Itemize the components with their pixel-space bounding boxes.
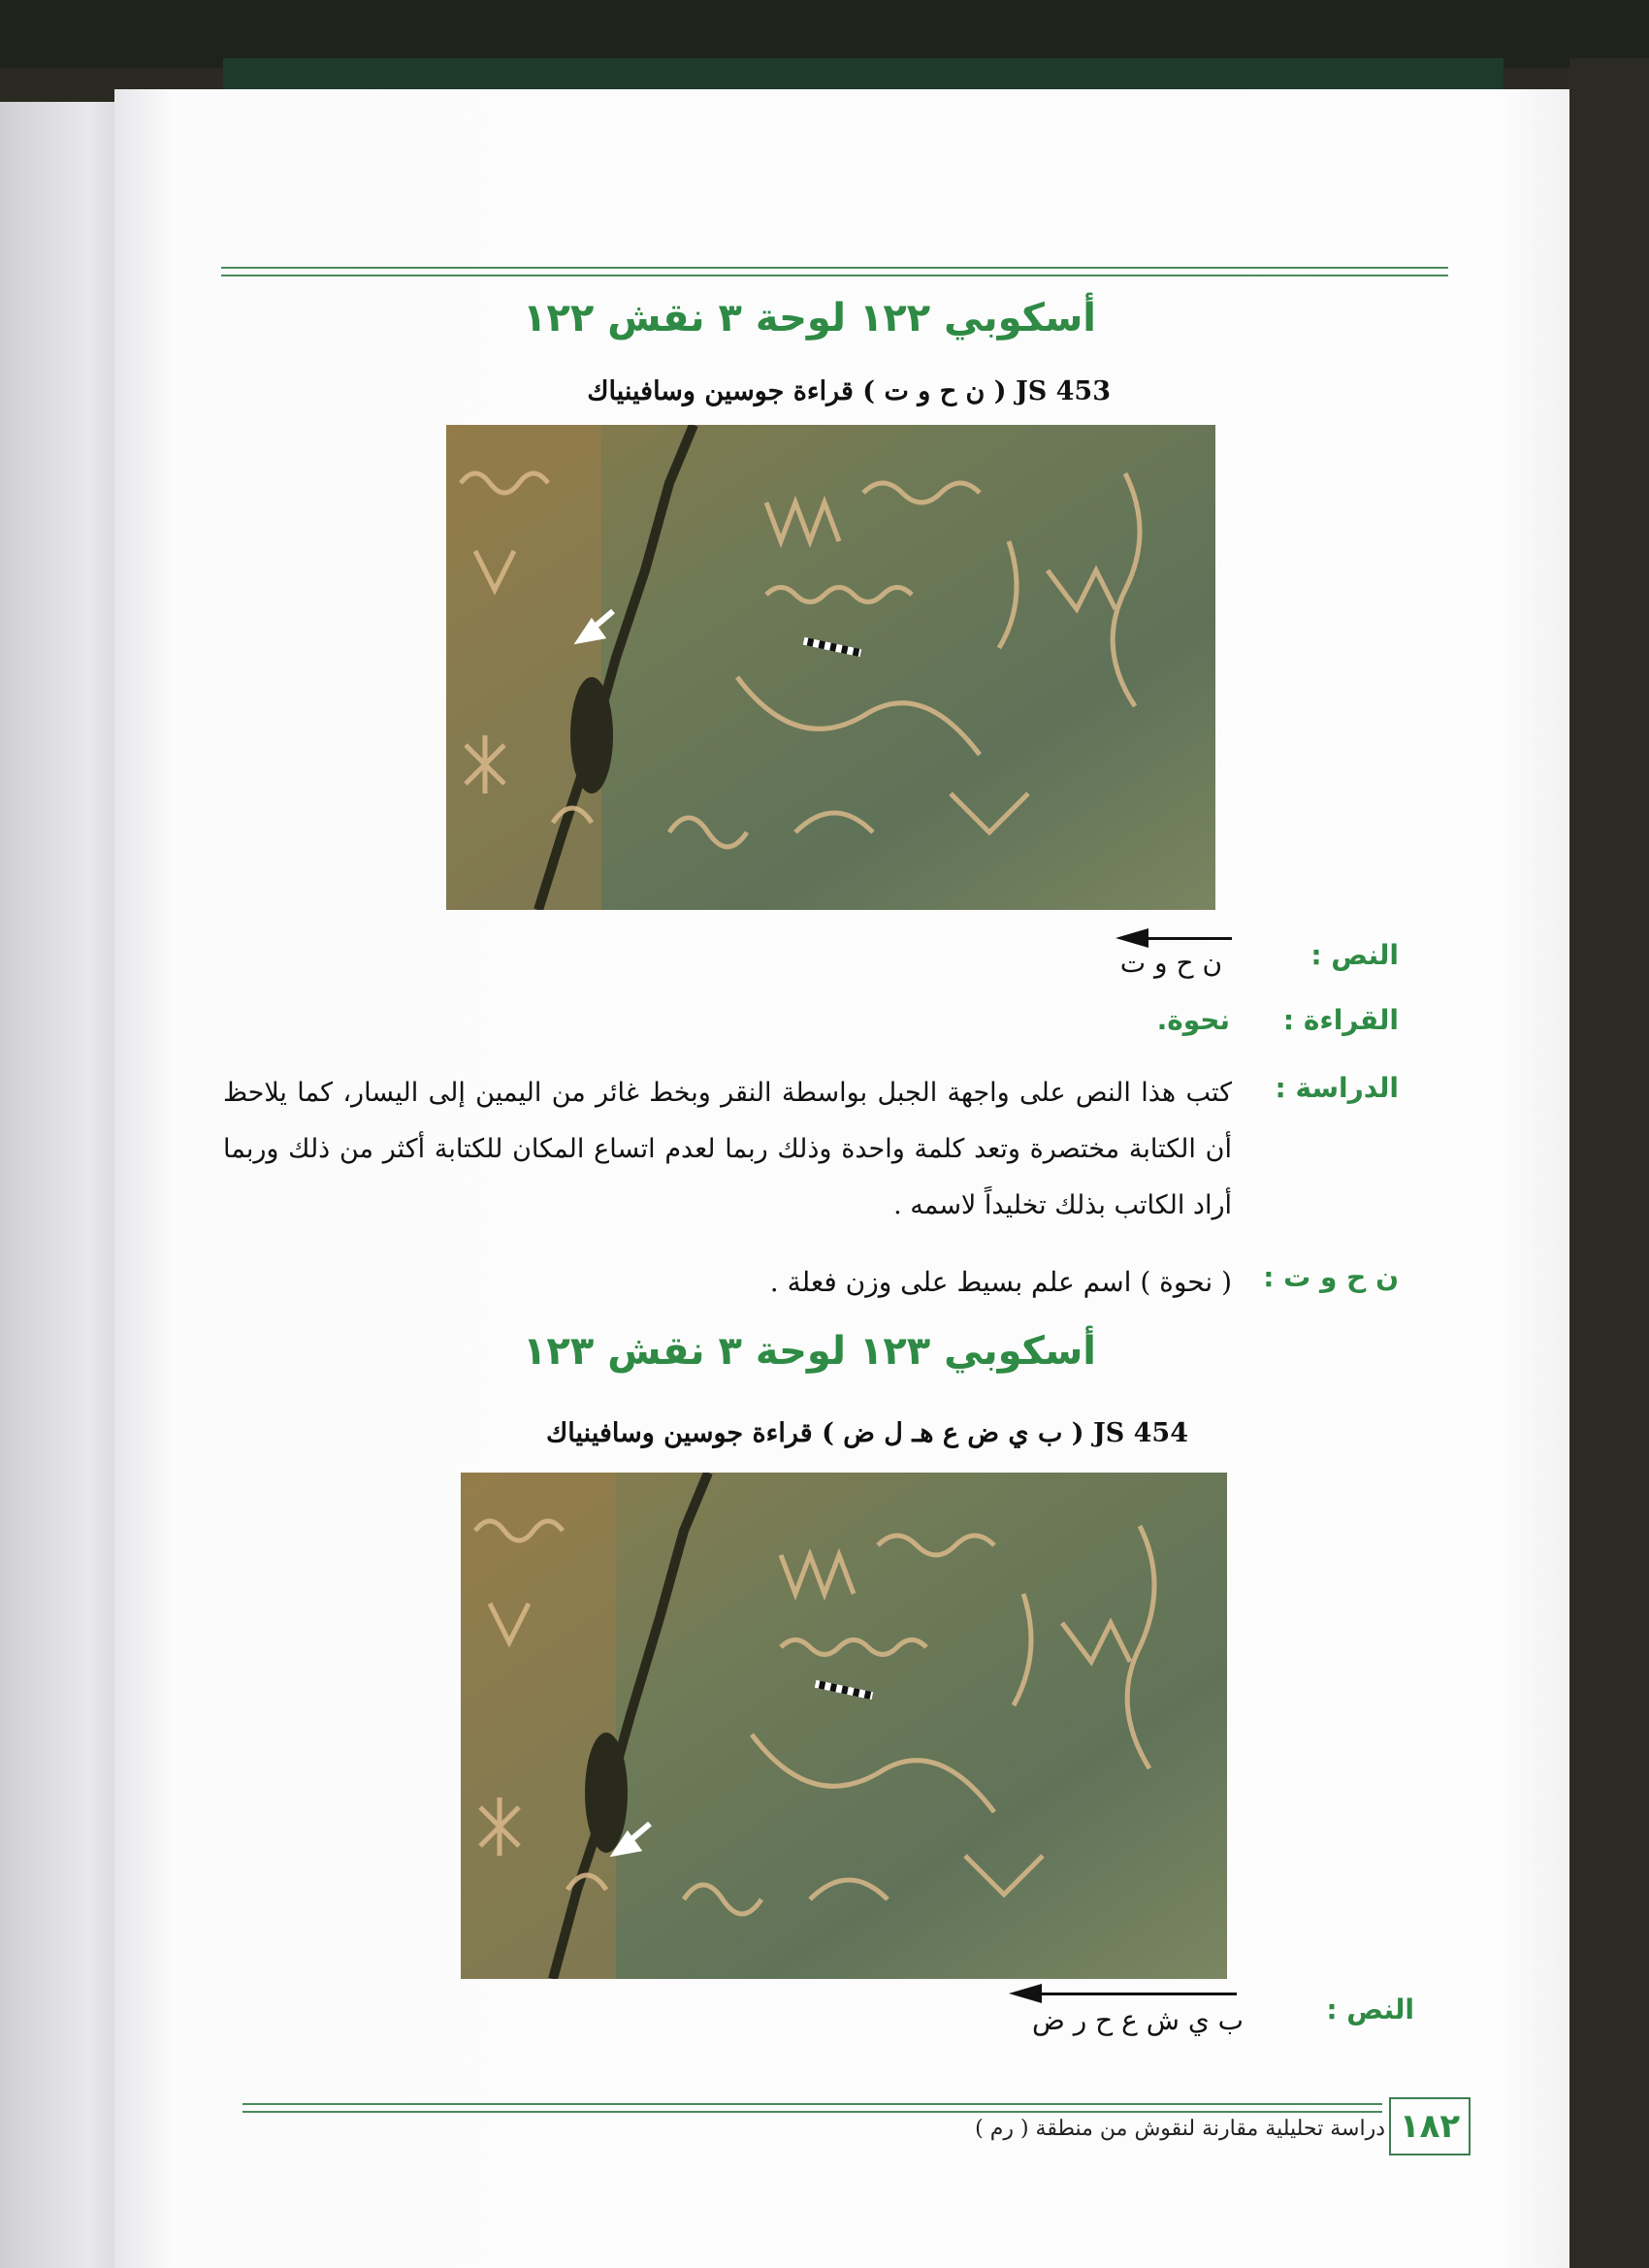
reference-reading: ( ب ي ض ع هـ ل ض ) قراءة جوسين وسافينياك <box>546 1418 1084 1448</box>
scan-right-background <box>1569 58 1649 2268</box>
inscription-122-photo <box>446 425 1215 910</box>
facing-page-edge <box>0 102 126 2268</box>
reference-code: JS 453 <box>1015 376 1111 406</box>
direction-arrow-head-2 <box>1009 1984 1042 2003</box>
study-label: الدراسة : <box>1275 1072 1399 1104</box>
inscription-123-heading: أسكوبي ١٢٣ لوحة ٣ نقش ١٢٣ <box>523 1329 1096 1374</box>
text-label: النص : <box>1310 939 1399 971</box>
reference-code: JS 454 <box>1092 1418 1188 1448</box>
header-rule-top <box>221 267 1448 269</box>
text-value-2: ب ي ش ع ح ر ض <box>1031 2004 1244 2036</box>
text-value: ن ح و ت <box>1119 947 1222 979</box>
direction-arrow-line <box>1145 937 1232 940</box>
footer-title: دراسة تحليلية مقارنة لنقوش من منطقة ( رم ) <box>975 2117 1385 2141</box>
word-explanation: ( نحوة ) اسم علم بسيط على وزن فعلة . <box>769 1266 1232 1298</box>
page-number: ١٨٢ <box>1389 2097 1471 2155</box>
direction-arrow-line-2 <box>1038 1993 1237 1995</box>
text-label-2: النص : <box>1326 1993 1414 2025</box>
inscription-123-photo <box>461 1473 1227 1979</box>
header-rule-bottom <box>221 275 1448 276</box>
direction-arrow-head <box>1116 928 1148 948</box>
word-label: ن ح و ت : <box>1263 1261 1399 1293</box>
reference-reading: ( ن ح و ت ) قراءة جوسين وسافينياك <box>587 376 1007 406</box>
reading-value: نحوة. <box>1156 1004 1230 1036</box>
inscription-123-reference <box>546 1418 1188 1448</box>
inscription-122-heading: أسكوبي ١٢٢ لوحة ٣ نقش ١٢٢ <box>523 296 1096 340</box>
reading-label: القراءة : <box>1282 1004 1399 1036</box>
footer-rule-bottom <box>242 2111 1382 2113</box>
study-paragraph: كتب هذا النص على واجهة الجبل بواسطة النقر وبخط غائر من اليمين إلى اليسار، كما يلاحظ أن الكتابة مختصرة وتعد كلمة واحدة وذلك ربما لعدم اتساع المكان للكتابة أكثر من ذلك وربما أراد الكاتب بذلك تخليداً لاسمه . <box>223 1078 1232 1220</box>
inscription-122-reference <box>587 376 1111 406</box>
footer-rule-top <box>242 2103 1382 2105</box>
